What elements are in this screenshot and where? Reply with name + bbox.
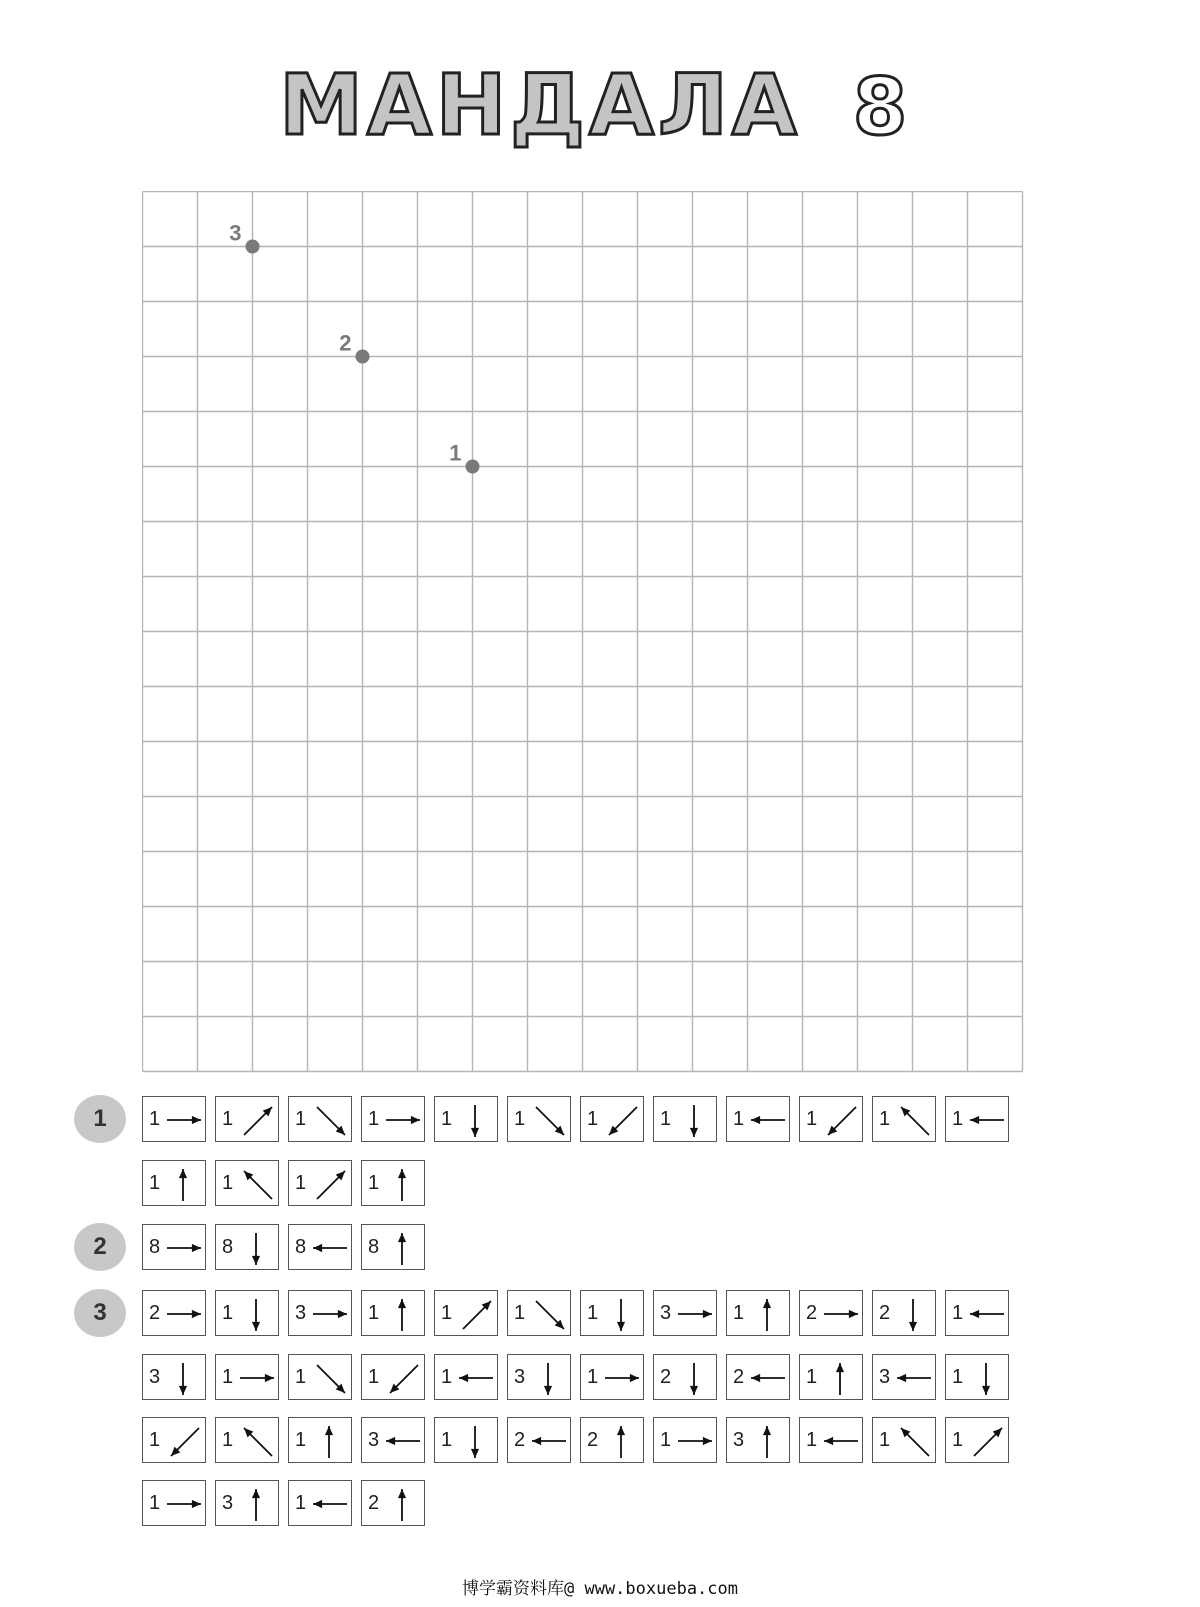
arrow-head — [630, 1374, 639, 1382]
arrow-head — [824, 1437, 833, 1445]
step-box — [726, 1417, 790, 1463]
arrow-up-icon — [727, 1291, 791, 1337]
step-box — [507, 1096, 571, 1142]
arrow-down-icon — [435, 1418, 499, 1464]
step-count: 1 — [733, 1302, 745, 1324]
step-box — [580, 1417, 644, 1463]
step-count: 2 — [879, 1302, 891, 1324]
page-title — [0, 62, 1200, 152]
step-box — [580, 1290, 644, 1336]
arrow-head — [703, 1437, 712, 1445]
step-count: 1 — [733, 1108, 745, 1130]
arrow-up-right-icon — [946, 1418, 1010, 1464]
step-count: 3 — [879, 1366, 891, 1388]
arrow-right-icon — [289, 1291, 353, 1337]
sequence-badge-3: 3 — [74, 1289, 126, 1337]
step-box — [361, 1096, 425, 1142]
step-count: 1 — [441, 1302, 453, 1324]
step-box — [142, 1354, 206, 1400]
arrow-down-left-icon — [800, 1097, 864, 1143]
start-point-3[interactable] — [246, 240, 260, 254]
arrow-head — [313, 1500, 322, 1508]
arrow-head — [398, 1233, 406, 1242]
step-count: 1 — [295, 1429, 307, 1451]
arrow-head — [179, 1386, 187, 1395]
arrow-head — [690, 1386, 698, 1395]
arrow-right-icon — [143, 1225, 207, 1271]
sequence-badge-2: 2 — [74, 1223, 126, 1271]
arrow-down-icon — [654, 1355, 718, 1401]
arrow-up-icon — [362, 1481, 426, 1527]
arrow-head — [897, 1374, 906, 1382]
step-count: 2 — [733, 1366, 745, 1388]
arrow-head — [252, 1489, 260, 1498]
step-count: 1 — [295, 1108, 307, 1130]
step-count: 1 — [149, 1108, 161, 1130]
step-box — [872, 1096, 936, 1142]
step-count: 1 — [295, 1172, 307, 1194]
arrow-down-icon — [873, 1291, 937, 1337]
step-count: 1 — [295, 1366, 307, 1388]
arrow-head — [325, 1426, 333, 1435]
arrow-down-icon — [581, 1291, 645, 1337]
sequence-row — [142, 1354, 1009, 1402]
step-box — [361, 1480, 425, 1526]
step-box — [288, 1224, 352, 1270]
step-box — [799, 1417, 863, 1463]
step-box — [945, 1417, 1009, 1463]
step-box — [142, 1290, 206, 1336]
step-count: 2 — [368, 1492, 380, 1514]
arrow-down-right-icon — [508, 1291, 572, 1337]
arrow-left-icon — [800, 1418, 864, 1464]
sequence-row — [142, 1224, 425, 1272]
step-box — [872, 1354, 936, 1400]
arrow-head — [398, 1489, 406, 1498]
arrow-up-icon — [143, 1161, 207, 1207]
arrow-down-icon — [143, 1355, 207, 1401]
arrow-right-icon — [143, 1291, 207, 1337]
step-box — [288, 1354, 352, 1400]
arrow-right-icon — [654, 1418, 718, 1464]
arrow-head — [398, 1169, 406, 1178]
sequence-row — [142, 1290, 1009, 1338]
arrow-up-right-icon — [289, 1161, 353, 1207]
start-point-label: 2 — [339, 330, 352, 356]
step-box — [142, 1417, 206, 1463]
sequence-row — [142, 1417, 1009, 1465]
step-box — [872, 1417, 936, 1463]
arrow-up-icon — [362, 1225, 426, 1271]
step-box — [580, 1354, 644, 1400]
step-box — [507, 1354, 571, 1400]
sequence-badge-1: 1 — [74, 1095, 126, 1143]
arrow-left-icon — [289, 1481, 353, 1527]
step-box — [142, 1160, 206, 1206]
step-box — [215, 1290, 279, 1336]
step-count: 3 — [733, 1429, 745, 1451]
step-count: 1 — [222, 1172, 234, 1194]
arrow-head — [265, 1374, 274, 1382]
step-count: 1 — [587, 1366, 599, 1388]
arrow-right-icon — [143, 1481, 207, 1527]
arrow-head — [532, 1437, 541, 1445]
step-count: 3 — [368, 1429, 380, 1451]
step-count: 1 — [441, 1108, 453, 1130]
arrow-right-icon — [800, 1291, 864, 1337]
drawing-grid[interactable] — [142, 191, 1027, 1076]
arrow-up-icon — [216, 1481, 280, 1527]
arrow-up-left-icon — [873, 1097, 937, 1143]
arrow-head — [763, 1426, 771, 1435]
step-count: 3 — [149, 1366, 161, 1388]
step-box — [799, 1290, 863, 1336]
arrow-left-icon — [946, 1291, 1010, 1337]
step-count: 3 — [222, 1492, 234, 1514]
arrow-down-left-icon — [581, 1097, 645, 1143]
arrow-up-right-icon — [435, 1291, 499, 1337]
step-count: 1 — [879, 1108, 891, 1130]
arrow-down-icon — [216, 1291, 280, 1337]
arrow-head — [703, 1310, 712, 1318]
sequence-row — [142, 1096, 1009, 1144]
arrow-down-right-icon — [289, 1355, 353, 1401]
arrow-down-icon — [508, 1355, 572, 1401]
step-box — [945, 1290, 1009, 1336]
arrow-right-icon — [362, 1097, 426, 1143]
arrow-down-icon — [216, 1225, 280, 1271]
step-count: 1 — [441, 1366, 453, 1388]
step-count: 1 — [441, 1429, 453, 1451]
arrow-head — [617, 1426, 625, 1435]
step-box — [653, 1290, 717, 1336]
arrow-head — [909, 1322, 917, 1331]
step-count: 1 — [368, 1302, 380, 1324]
step-count: 1 — [514, 1108, 526, 1130]
arrow-down-right-icon — [289, 1097, 353, 1143]
step-box — [580, 1096, 644, 1142]
footer-watermark: 博学霸资料库@ www.boxueba.com — [462, 1579, 738, 1599]
step-count: 1 — [222, 1366, 234, 1388]
arrow-down-left-icon — [143, 1418, 207, 1464]
arrow-head — [982, 1386, 990, 1395]
step-box — [142, 1224, 206, 1270]
arrow-up-right-icon — [216, 1097, 280, 1143]
step-box — [288, 1096, 352, 1142]
step-box — [215, 1480, 279, 1526]
step-count: 1 — [660, 1108, 672, 1130]
step-count: 1 — [222, 1429, 234, 1451]
step-box — [215, 1417, 279, 1463]
step-count: 1 — [806, 1366, 818, 1388]
step-count: 1 — [806, 1429, 818, 1451]
step-count: 2 — [587, 1429, 599, 1451]
arrow-head — [411, 1116, 420, 1124]
step-box — [361, 1354, 425, 1400]
arrow-head — [179, 1169, 187, 1178]
step-count: 3 — [660, 1302, 672, 1324]
arrow-head — [192, 1116, 201, 1124]
step-count: 1 — [149, 1429, 161, 1451]
step-box — [361, 1417, 425, 1463]
arrow-down-left-icon — [362, 1355, 426, 1401]
step-box — [945, 1354, 1009, 1400]
title-number: 8 — [852, 63, 908, 152]
step-box — [288, 1290, 352, 1336]
arrow-left-icon — [289, 1225, 353, 1271]
step-box — [215, 1224, 279, 1270]
step-box — [434, 1290, 498, 1336]
arrow-head — [192, 1500, 201, 1508]
arrow-up-left-icon — [873, 1418, 937, 1464]
arrow-head — [252, 1256, 260, 1265]
step-box — [799, 1096, 863, 1142]
step-count: 1 — [368, 1108, 380, 1130]
step-count: 2 — [660, 1366, 672, 1388]
title-art — [0, 62, 1200, 152]
arrow-head — [471, 1128, 479, 1137]
step-count: 1 — [368, 1366, 380, 1388]
step-box — [872, 1290, 936, 1336]
step-count: 1 — [149, 1492, 161, 1514]
step-box — [361, 1290, 425, 1336]
step-count: 8 — [295, 1236, 307, 1258]
step-box — [361, 1224, 425, 1270]
arrow-head — [751, 1374, 760, 1382]
arrow-left-icon — [362, 1418, 426, 1464]
step-box — [945, 1096, 1009, 1142]
step-box — [507, 1290, 571, 1336]
arrow-up-icon — [581, 1418, 645, 1464]
step-box — [361, 1160, 425, 1206]
arrow-down-icon — [946, 1355, 1010, 1401]
arrow-head — [836, 1363, 844, 1372]
arrow-head — [459, 1374, 468, 1382]
step-count: 1 — [222, 1108, 234, 1130]
arrow-head — [192, 1310, 201, 1318]
step-count: 2 — [806, 1302, 818, 1324]
arrow-head — [398, 1299, 406, 1308]
sequence-row — [142, 1160, 425, 1208]
arrow-down-right-icon — [508, 1097, 572, 1143]
step-box — [799, 1354, 863, 1400]
sequence-row — [142, 1480, 425, 1528]
arrow-up-icon — [362, 1291, 426, 1337]
arrow-head — [970, 1310, 979, 1318]
grid-canvas[interactable] — [142, 191, 1027, 1076]
step-box — [726, 1096, 790, 1142]
arrow-head — [690, 1128, 698, 1137]
step-count: 1 — [952, 1429, 964, 1451]
start-point-label: 3 — [229, 220, 242, 246]
arrow-up-icon — [727, 1418, 791, 1464]
step-count: 1 — [952, 1366, 964, 1388]
step-box — [142, 1480, 206, 1526]
arrow-head — [763, 1299, 771, 1308]
arrow-left-icon — [508, 1418, 572, 1464]
step-count: 2 — [149, 1302, 161, 1324]
step-count: 8 — [149, 1236, 161, 1258]
arrow-up-left-icon — [216, 1418, 280, 1464]
step-box — [215, 1354, 279, 1400]
arrow-left-icon — [727, 1355, 791, 1401]
arrow-head — [849, 1310, 858, 1318]
step-box — [726, 1354, 790, 1400]
start-point-1[interactable] — [466, 460, 480, 474]
arrow-head — [386, 1437, 395, 1445]
step-count: 1 — [879, 1429, 891, 1451]
title-word: МАНДАЛА — [279, 62, 801, 152]
step-box — [507, 1417, 571, 1463]
arrow-head — [544, 1386, 552, 1395]
arrow-head — [751, 1116, 760, 1124]
step-count: 1 — [222, 1302, 234, 1324]
arrow-head — [338, 1310, 347, 1318]
step-count: 1 — [149, 1172, 161, 1194]
step-box — [653, 1096, 717, 1142]
arrow-right-icon — [581, 1355, 645, 1401]
step-box — [434, 1417, 498, 1463]
step-count: 2 — [514, 1429, 526, 1451]
arrow-right-icon — [143, 1097, 207, 1143]
step-box — [653, 1417, 717, 1463]
start-point-2[interactable] — [356, 350, 370, 364]
arrow-head — [617, 1322, 625, 1331]
step-count: 1 — [952, 1302, 964, 1324]
step-box — [215, 1096, 279, 1142]
arrow-right-icon — [654, 1291, 718, 1337]
start-point-label: 1 — [449, 440, 462, 466]
step-count: 1 — [660, 1429, 672, 1451]
step-count: 1 — [295, 1492, 307, 1514]
arrow-head — [970, 1116, 979, 1124]
step-box — [215, 1160, 279, 1206]
step-box — [653, 1354, 717, 1400]
step-box — [142, 1096, 206, 1142]
step-box — [288, 1480, 352, 1526]
step-count: 8 — [368, 1236, 380, 1258]
arrow-head — [313, 1244, 322, 1252]
arrow-left-icon — [946, 1097, 1010, 1143]
step-box — [288, 1417, 352, 1463]
step-box — [726, 1290, 790, 1336]
step-box — [434, 1354, 498, 1400]
step-count: 1 — [806, 1108, 818, 1130]
step-count: 1 — [587, 1108, 599, 1130]
step-count: 1 — [514, 1302, 526, 1324]
arrow-down-icon — [654, 1097, 718, 1143]
arrow-left-icon — [727, 1097, 791, 1143]
step-count: 8 — [222, 1236, 234, 1258]
arrow-left-icon — [873, 1355, 937, 1401]
step-box — [434, 1096, 498, 1142]
arrow-up-icon — [800, 1355, 864, 1401]
step-count: 1 — [952, 1108, 964, 1130]
step-box — [288, 1160, 352, 1206]
arrow-head — [192, 1244, 201, 1252]
arrow-head — [471, 1449, 479, 1458]
arrow-left-icon — [435, 1355, 499, 1401]
step-count: 3 — [295, 1302, 307, 1324]
step-count: 1 — [587, 1302, 599, 1324]
arrow-right-icon — [216, 1355, 280, 1401]
step-count: 3 — [514, 1366, 526, 1388]
arrow-head — [252, 1322, 260, 1331]
arrow-up-icon — [362, 1161, 426, 1207]
arrow-up-icon — [289, 1418, 353, 1464]
step-count: 1 — [368, 1172, 380, 1194]
arrow-up-left-icon — [216, 1161, 280, 1207]
arrow-down-icon — [435, 1097, 499, 1143]
